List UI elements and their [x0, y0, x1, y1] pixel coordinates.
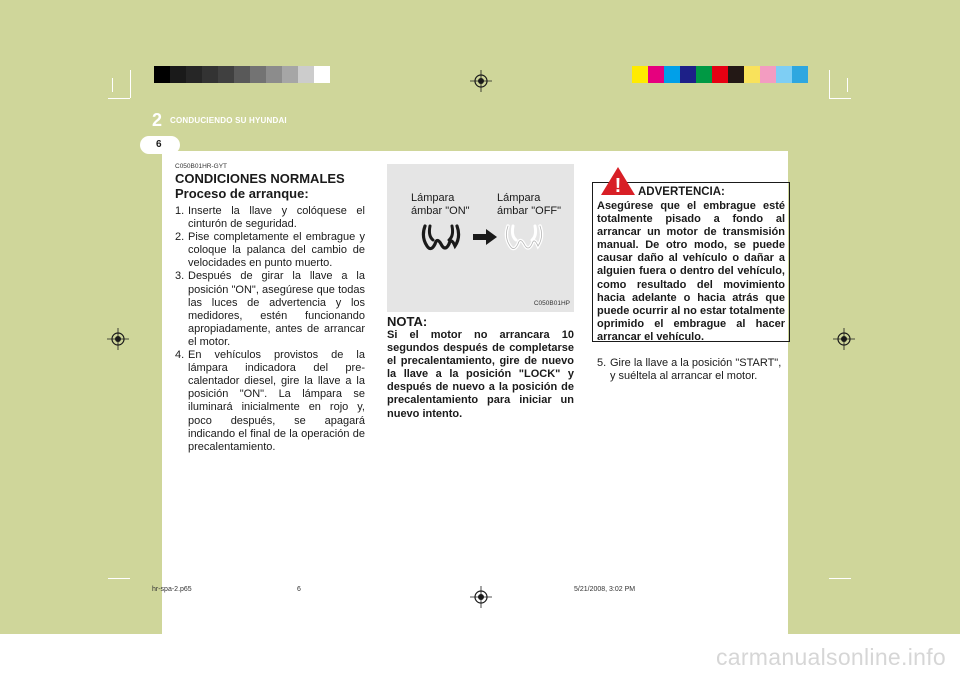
figure-label-off [497, 192, 561, 218]
section-number: 2 [152, 110, 163, 130]
step-text: Inserte la llave y colóquese el cinturón de seguridad. [188, 205, 365, 231]
registration-mark-icon [470, 70, 492, 92]
warning-text: Asegúrese que el embrague esté totalmente pisado a fondo al arrancar un motor de transmisión manual. De otro modo, se puede causar daño al vehículo o dañar a alguien fuera o dentro del vehículo, como resultado del movimiento hacia adelante o hacia atrás que puede ocurrir al no estar totalmente oprimido el embrague al hacer arrancar el vehículo. [597, 200, 785, 343]
figure-label-on [411, 192, 470, 218]
warning-triangle-icon [600, 166, 636, 196]
calibration-swatch [696, 66, 712, 83]
figure-label-line: Lámpara [497, 192, 541, 204]
calibration-swatch [234, 66, 250, 83]
registration-mark-icon [470, 586, 492, 608]
left-column [175, 163, 365, 454]
print-slug-page: 6 [297, 586, 301, 593]
list-item [175, 205, 365, 231]
list-item [175, 349, 365, 454]
crop-mark [108, 578, 130, 579]
calibration-swatch [648, 66, 664, 83]
calibration-swatch [218, 66, 234, 83]
calibration-swatch [712, 66, 728, 83]
list-item [175, 231, 365, 270]
warning-title: ADVERTENCIA: [638, 186, 725, 198]
figure-label-line: ámbar "ON" [411, 205, 470, 217]
crop-mark [847, 78, 848, 92]
calibration-swatch [776, 66, 792, 83]
calibration-swatch [760, 66, 776, 83]
calibration-swatch [680, 66, 696, 83]
step-text: Gire la llave a la posición "START", y suéltela al arrancar el motor. [610, 357, 782, 383]
crop-mark [829, 578, 851, 579]
registration-mark-icon [833, 328, 855, 350]
section-subheading: Proceso de arranque: [175, 186, 309, 201]
grayscale-calibration-bar [154, 66, 330, 83]
step-number: 3. [175, 270, 185, 283]
calibration-swatch [202, 66, 218, 83]
calibration-swatch [664, 66, 680, 83]
step-number: 1. [175, 205, 185, 217]
crop-mark [108, 98, 130, 99]
color-calibration-bar [632, 66, 808, 83]
step-number: 5. [597, 357, 607, 369]
calibration-swatch [186, 66, 202, 83]
calibration-swatch [170, 66, 186, 83]
step-number: 2. [175, 231, 185, 244]
glow-plug-lamp-on-icon [421, 222, 461, 252]
figure-label-line: ámbar "OFF" [497, 205, 562, 217]
calibration-swatch [154, 66, 170, 83]
glow-lamp-figure [387, 164, 574, 312]
section-heading: CONDICIONES NORMALES [175, 171, 345, 186]
step-text: Pise completamente el embrague y coloque la palanca del cambio de velocidades en punto muerto. [188, 231, 365, 270]
crop-mark [829, 98, 851, 99]
print-slug-file: hr-spa-2.p65 [152, 586, 192, 593]
list-item [597, 357, 787, 383]
calibration-swatch [744, 66, 760, 83]
step-number: 4. [175, 349, 185, 362]
step-text: En vehículos provistos de la lámpara indicadora del pre-calentador diesel, gire la llave a la posición "ON". La lámpara se iluminará inicialmente en rojo y, poco después, se apagará indicando el final de la operación de precalentamiento. [188, 349, 365, 453]
arrow-right-icon [473, 229, 497, 245]
calibration-swatch [632, 66, 648, 83]
section-title: CONDUCIENDO SU HYUNDAI [170, 116, 287, 125]
figure-code: C050B01HP [533, 300, 570, 307]
calibration-swatch [728, 66, 744, 83]
print-slug-datetime: 5/21/2008, 3:02 PM [574, 586, 636, 593]
calibration-swatch [314, 66, 330, 83]
watermark: carmanualsonline.info [715, 644, 946, 670]
registration-mark-icon [107, 328, 129, 350]
crop-mark [130, 70, 131, 98]
list-item [175, 270, 365, 349]
section-code: C050B01HR-GYT [175, 163, 228, 170]
start-procedure-list [175, 205, 365, 454]
note-title: NOTA: [387, 314, 428, 329]
warning-symbol: ! [614, 175, 622, 196]
calibration-swatch [250, 66, 266, 83]
calibration-swatch [266, 66, 282, 83]
crop-mark [112, 78, 113, 92]
step-text: Después de girar la llave a la posición "ON", asegúrese que todas las luces de advertencia y los medidores, estén funcionando apropiadamente, antes de arrancar el motor. [188, 270, 365, 348]
glow-plug-lamp-off-icon [504, 222, 544, 252]
calibration-swatch [792, 66, 808, 83]
calibration-swatch [282, 66, 298, 83]
calibration-swatch [298, 66, 314, 83]
note-text: Si el motor no arrancara 10 segundos después de completarse el precalentamiento, gire de nuevo la llave a la posición "LOCK" y después de nuevo a la posición de precalentamiento para iniciar un nuevo intento. [387, 329, 574, 420]
crop-mark [829, 70, 830, 98]
page-number: 6 [156, 139, 162, 150]
figure-label-line: Lámpara [411, 192, 455, 204]
